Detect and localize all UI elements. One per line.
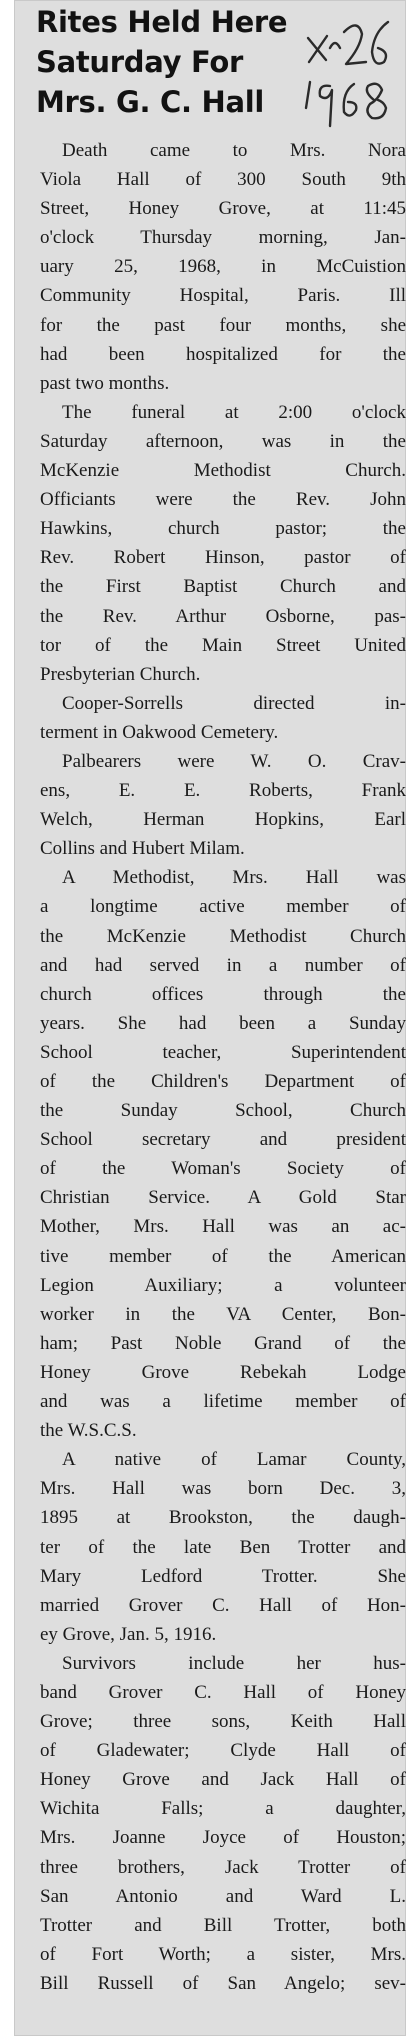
article-line: and had served in a number of: [40, 954, 406, 976]
article-line: Legion Auxiliary; a volunteer: [40, 1274, 406, 1296]
article-line: and was a lifetime member of: [40, 1391, 406, 1413]
handwritten-date-note: [300, 8, 396, 138]
article-line: Mrs. Hall was born Dec. 3,: [40, 1478, 406, 1500]
article-body: [40, 136, 406, 1998]
article-line: ens, E. E. Roberts, Frank: [40, 780, 406, 802]
article-line: Christian Service. A Gold Star: [40, 1187, 406, 1209]
article-line: for the past four months, she: [40, 314, 406, 336]
article-line: terment in Oakwood Cemetery.: [40, 721, 279, 743]
article-line: o'clock Thursday morning, Jan-: [40, 227, 406, 249]
article-line: Collins and Hubert Milam.: [40, 838, 245, 860]
article-line: Viola Hall of 300 South 9th: [40, 169, 406, 191]
article-line: of Gladewater; Clyde Hall of: [40, 1740, 406, 1762]
article-line: Mary Ledford Trotter. She: [40, 1565, 406, 1587]
article-line: Presbyterian Church.: [40, 663, 201, 685]
article-line: Palbearers were W. O. Crav-: [62, 750, 406, 772]
article-line: Mrs. Joanne Joyce of Houston;: [40, 1827, 406, 1849]
article-line: 1895 at Brookston, the daugh-: [40, 1507, 406, 1529]
article-paragraph: [40, 747, 406, 863]
article-line: past two months.: [40, 372, 170, 394]
article-line: ham; Past Noble Grand of the: [40, 1332, 406, 1354]
article-line: The funeral at 2:00 o'clock: [62, 401, 406, 423]
article-line: A Methodist, Mrs. Hall was: [62, 867, 406, 889]
headline-line: Rites Held Here: [36, 5, 288, 39]
article-line: School teacher, Superintendent: [40, 1041, 406, 1063]
article-line: Rev. Robert Hinson, pastor of: [40, 547, 406, 569]
article-line: had been hospitalized for the: [40, 343, 406, 365]
article-paragraph: [40, 863, 406, 1445]
article-line: Saturday afternoon, was in the: [40, 430, 406, 452]
article-line: Grove; three sons, Keith Hall: [40, 1711, 406, 1733]
headline-line: Saturday For: [36, 45, 243, 79]
article-line: years. She had been a Sunday: [40, 1012, 406, 1034]
article-line: Honey Grove Rebekah Lodge: [40, 1361, 406, 1383]
article-line: Death came to Mrs. Nora: [62, 140, 406, 161]
article-line: church offices through the: [40, 983, 406, 1005]
article-line: Hawkins, church pastor; the: [40, 518, 406, 540]
article-line: Bill Russell of San Angelo; sev-: [40, 1972, 406, 1994]
article-paragraph: [40, 136, 406, 398]
article-paragraph: [40, 1649, 406, 1998]
article-line: School secretary and president: [40, 1129, 406, 1151]
article-line: the W.S.C.S.: [40, 1420, 137, 1442]
article-line: A native of Lamar County,: [62, 1449, 406, 1471]
article-line: Community Hospital, Paris. Ill: [40, 285, 406, 307]
article-paragraph: [40, 1445, 406, 1649]
article-line: San Antonio and Ward L.: [40, 1885, 406, 1907]
article-line: of Fort Worth; a sister, Mrs.: [40, 1943, 406, 1965]
article-line: ter of the late Ben Trotter and: [40, 1536, 406, 1558]
article-line: Cooper-Sorrells directed in-: [62, 692, 406, 714]
article-line: uary 25, 1968, in McCuistion: [40, 256, 406, 278]
article-line: tor of the Main Street United: [40, 634, 406, 656]
article-line: worker in the VA Center, Bon-: [40, 1303, 406, 1325]
article-line: of the Woman's Society of: [40, 1158, 406, 1180]
article-line: tive member of the American: [40, 1245, 406, 1267]
article-line: McKenzie Methodist Church.: [40, 460, 406, 482]
headline: [36, 2, 336, 122]
article-line: the McKenzie Methodist Church: [40, 925, 406, 947]
article-paragraph: [40, 689, 406, 747]
article-line: Welch, Herman Hopkins, Earl: [40, 809, 406, 831]
article-line: the Sunday School, Church: [40, 1100, 406, 1122]
article-line: married Grover C. Hall of Hon-: [40, 1594, 406, 1616]
article-line: the First Baptist Church and: [40, 576, 406, 598]
article-line: the Rev. Arthur Osborne, pas-: [40, 605, 406, 627]
article-line: three brothers, Jack Trotter of: [40, 1856, 406, 1878]
article-line: Trotter and Bill Trotter, both: [40, 1914, 406, 1936]
article-line: Officiants were the Rev. John: [40, 489, 406, 511]
article-line: Honey Grove and Jack Hall of: [40, 1769, 406, 1791]
article-line: a longtime active member of: [40, 896, 406, 918]
article-paragraph: [40, 398, 406, 689]
article-line: Mother, Mrs. Hall was an ac-: [40, 1216, 406, 1238]
headline-line: Mrs. G. C. Hall: [36, 85, 265, 119]
article-line: Street, Honey Grove, at 11:45: [40, 198, 406, 220]
article-line: band Grover C. Hall of Honey: [40, 1681, 406, 1703]
article-line: Wichita Falls; a daughter,: [40, 1798, 406, 1820]
article-line: of the Children's Department of: [40, 1071, 406, 1092]
article-line: Survivors include her hus-: [62, 1652, 406, 1674]
article-line: ey Grove, Jan. 5, 1916.: [40, 1623, 217, 1645]
